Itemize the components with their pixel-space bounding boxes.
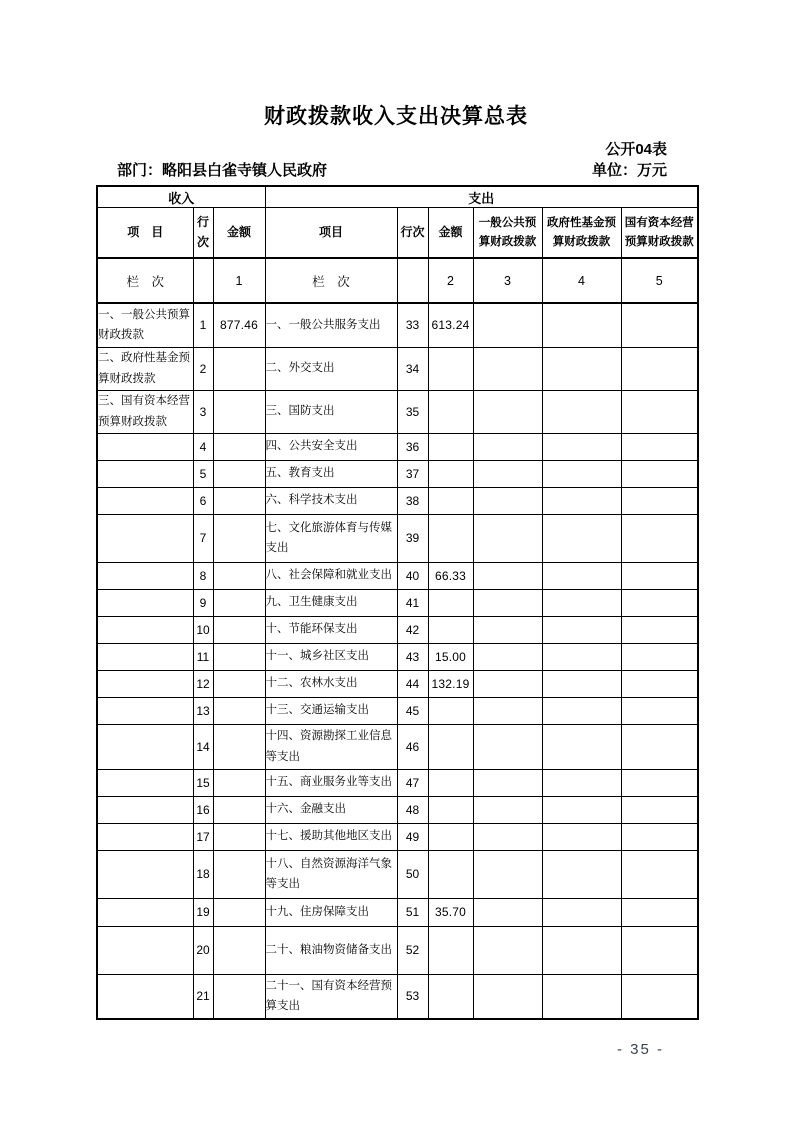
expenditure-row-no-cell: 37: [397, 460, 428, 487]
income-amount-cell: [213, 670, 265, 697]
income-item-cell: [97, 589, 193, 616]
gov-fund-budget-cell: [542, 926, 621, 974]
expenditure-row-no-cell: 35: [397, 390, 428, 433]
state-capital-budget-cell: [621, 487, 698, 514]
expenditure-row-no-cell: 36: [397, 433, 428, 460]
income-section-header: 收入: [97, 186, 265, 208]
income-row-no-cell: 9: [193, 589, 213, 616]
income-row-no-cell: 21: [193, 974, 213, 1019]
expenditure-row-no-cell: 52: [397, 926, 428, 974]
income-amount-cell: [213, 643, 265, 670]
income-amount-cell: [213, 589, 265, 616]
general-public-budget-cell: [473, 796, 542, 823]
state-capital-budget-header: 国有资本经营预算财政拨款: [621, 208, 698, 259]
expenditure-index-label: 栏 次: [265, 258, 397, 303]
general-public-budget-cell: [473, 926, 542, 974]
general-public-budget-cell: [473, 769, 542, 796]
table-row: [97, 697, 698, 724]
expenditure-amount-cell: [428, 697, 473, 724]
income-row-no-cell: 15: [193, 769, 213, 796]
gov-fund-budget-cell: [542, 643, 621, 670]
expenditure-amount-cell: 66.33: [428, 562, 473, 589]
expenditure-amount-cell: [428, 433, 473, 460]
general-public-budget-cell: [473, 303, 542, 347]
expenditure-amount-cell: [428, 724, 473, 769]
expenditure-row-no-cell: 42: [397, 616, 428, 643]
expenditure-item-cell: 五、教育支出: [265, 460, 397, 487]
table-row: [97, 390, 698, 433]
gov-fund-budget-cell: [542, 514, 621, 562]
income-item-cell: [97, 926, 193, 974]
table-row: [97, 724, 698, 769]
expenditure-item-cell: 十、节能环保支出: [265, 616, 397, 643]
income-row-no-cell: 2: [193, 347, 213, 390]
income-item-cell: [97, 643, 193, 670]
expenditure-row-no-cell: 41: [397, 589, 428, 616]
expenditure-row-no-cell: 33: [397, 303, 428, 347]
expenditure-row-no-cell: 39: [397, 514, 428, 562]
unit-label: 单位：万元: [591, 162, 667, 179]
gov-fund-budget-index: 4: [542, 258, 621, 303]
income-amount-cell: [213, 562, 265, 589]
expenditure-amount-cell: [428, 347, 473, 390]
expenditure-row-no-cell: 48: [397, 796, 428, 823]
income-row-no-cell: 1: [193, 303, 213, 347]
general-public-budget-cell: [473, 724, 542, 769]
expenditure-amount-cell: [428, 514, 473, 562]
table-code: 公开04表: [605, 141, 667, 158]
expenditure-row-no-cell: 43: [397, 643, 428, 670]
state-capital-budget-cell: [621, 347, 698, 390]
expenditure-item-cell: 十八、自然资源海洋气象等支出: [265, 850, 397, 898]
expenditure-amount-cell: [428, 796, 473, 823]
expenditure-item-cell: 十七、援助其他地区支出: [265, 823, 397, 850]
income-item-cell: [97, 433, 193, 460]
table-row: [97, 514, 698, 562]
expenditure-item-header: 项目: [265, 208, 397, 259]
gov-fund-budget-cell: [542, 589, 621, 616]
expenditure-row-no-cell: 45: [397, 697, 428, 724]
general-public-budget-cell: [473, 514, 542, 562]
income-row-no-cell: 17: [193, 823, 213, 850]
general-public-budget-cell: [473, 850, 542, 898]
income-row-no-cell: 12: [193, 670, 213, 697]
table-row: [97, 796, 698, 823]
income-amount-header: 金额: [213, 208, 265, 259]
state-capital-budget-cell: [621, 769, 698, 796]
gov-fund-budget-cell: [542, 670, 621, 697]
income-row-no-cell: 6: [193, 487, 213, 514]
income-row-no-cell: 18: [193, 850, 213, 898]
expenditure-item-cell: 十二、农林水支出: [265, 670, 397, 697]
general-public-budget-cell: [473, 562, 542, 589]
income-item-cell: [97, 562, 193, 589]
table-row: [97, 643, 698, 670]
expenditure-row-no-cell: 38: [397, 487, 428, 514]
income-row-no-cell: 14: [193, 724, 213, 769]
expenditure-item-cell: 七、文化旅游体育与传媒支出: [265, 514, 397, 562]
gov-fund-budget-cell: [542, 898, 621, 926]
income-item-cell: [97, 898, 193, 926]
expenditure-item-cell: 十五、商业服务业等支出: [265, 769, 397, 796]
income-item-cell: [97, 487, 193, 514]
state-capital-budget-cell: [621, 562, 698, 589]
table-row: [97, 347, 698, 390]
expenditure-row-no-cell: 40: [397, 562, 428, 589]
general-public-budget-cell: [473, 390, 542, 433]
expenditure-item-cell: 十九、住房保障支出: [265, 898, 397, 926]
general-public-budget-cell: [473, 823, 542, 850]
income-item-cell: [97, 616, 193, 643]
income-amount-cell: 877.46: [213, 303, 265, 347]
table-row: [97, 303, 698, 347]
general-public-budget-cell: [473, 974, 542, 1019]
gov-fund-budget-cell: [542, 850, 621, 898]
expenditure-amount-cell: 15.00: [428, 643, 473, 670]
expenditure-amount-cell: 613.24: [428, 303, 473, 347]
table-row: [97, 823, 698, 850]
expenditure-amount-cell: [428, 926, 473, 974]
expenditure-amount-cell: [428, 769, 473, 796]
fiscal-table: [96, 185, 699, 1020]
expenditure-item-cell: 四、公共安全支出: [265, 433, 397, 460]
table-code-line: [96, 138, 696, 159]
gov-fund-budget-cell: [542, 769, 621, 796]
gov-fund-budget-cell: [542, 303, 621, 347]
expenditure-amount-cell: [428, 460, 473, 487]
expenditure-item-cell: 三、国防支出: [265, 390, 397, 433]
expenditure-amount-cell: [428, 850, 473, 898]
general-public-budget-cell: [473, 616, 542, 643]
expenditure-row-no-cell: 46: [397, 724, 428, 769]
income-row-no-cell: 11: [193, 643, 213, 670]
table-row: [97, 974, 698, 1019]
income-item-cell: [97, 769, 193, 796]
expenditure-item-cell: 二、外交支出: [265, 347, 397, 390]
income-row-no-cell: 19: [193, 898, 213, 926]
table-row: [97, 460, 698, 487]
gov-fund-budget-cell: [542, 823, 621, 850]
expenditure-amount-cell: 132.19: [428, 670, 473, 697]
state-capital-budget-cell: [621, 616, 698, 643]
expenditure-item-cell: 十六、金融支出: [265, 796, 397, 823]
income-item-cell: [97, 697, 193, 724]
income-item-cell: [97, 823, 193, 850]
expenditure-row-no-header: 行次: [397, 208, 428, 259]
expenditure-amount-cell: 35.70: [428, 898, 473, 926]
general-public-budget-cell: [473, 460, 542, 487]
expenditure-item-cell: 一、一般公共服务支出: [265, 303, 397, 347]
state-capital-budget-cell: [621, 589, 698, 616]
income-amount-cell: [213, 487, 265, 514]
state-capital-budget-cell: [621, 514, 698, 562]
income-amount-cell: [213, 514, 265, 562]
income-amount-cell: [213, 697, 265, 724]
expenditure-row-no-cell: 49: [397, 823, 428, 850]
table-row: [97, 562, 698, 589]
income-amount-cell: [213, 898, 265, 926]
income-row-no-index: [193, 258, 213, 303]
section-header-row: [97, 186, 698, 208]
income-amount-cell: [213, 823, 265, 850]
gov-fund-budget-cell: [542, 487, 621, 514]
page-title: 财政拨款收入支出决算总表: [264, 105, 528, 128]
table-row: [97, 670, 698, 697]
income-row-no-cell: 8: [193, 562, 213, 589]
gov-fund-budget-header: 政府性基金预算财政拨款: [542, 208, 621, 259]
state-capital-budget-cell: [621, 796, 698, 823]
general-public-budget-cell: [473, 670, 542, 697]
expenditure-item-cell: 九、卫生健康支出: [265, 589, 397, 616]
expenditure-section-header: 支出: [265, 186, 698, 208]
income-item-cell: [97, 796, 193, 823]
income-row-no-cell: 4: [193, 433, 213, 460]
expenditure-item-cell: 十三、交通运输支出: [265, 697, 397, 724]
state-capital-budget-cell: [621, 390, 698, 433]
gov-fund-budget-cell: [542, 974, 621, 1019]
state-capital-budget-cell: [621, 460, 698, 487]
income-item-cell: 二、政府性基金预算财政拨款: [97, 347, 193, 390]
income-amount-cell: [213, 850, 265, 898]
income-amount-cell: [213, 974, 265, 1019]
state-capital-budget-cell: [621, 850, 698, 898]
state-capital-budget-cell: [621, 670, 698, 697]
income-amount-cell: [213, 796, 265, 823]
income-row-no-header: 行次: [193, 208, 213, 259]
expenditure-amount-index: 2: [428, 258, 473, 303]
gov-fund-budget-cell: [542, 724, 621, 769]
expenditure-amount-cell: [428, 487, 473, 514]
income-amount-cell: [213, 724, 265, 769]
state-capital-budget-cell: [621, 823, 698, 850]
income-item-cell: [97, 514, 193, 562]
general-public-budget-cell: [473, 487, 542, 514]
gov-fund-budget-cell: [542, 460, 621, 487]
expenditure-item-cell: 二十、粮油物资储备支出: [265, 926, 397, 974]
income-amount-index: 1: [213, 258, 265, 303]
income-row-no-cell: 5: [193, 460, 213, 487]
income-amount-cell: [213, 460, 265, 487]
income-item-header: 项 目: [97, 208, 193, 259]
income-amount-cell: [213, 616, 265, 643]
general-public-budget-cell: [473, 643, 542, 670]
income-row-no-cell: 10: [193, 616, 213, 643]
general-public-budget-index: 3: [473, 258, 542, 303]
gov-fund-budget-cell: [542, 796, 621, 823]
income-item-cell: [97, 850, 193, 898]
income-row-no-cell: 3: [193, 390, 213, 433]
expenditure-item-cell: 八、社会保障和就业支出: [265, 562, 397, 589]
expenditure-amount-cell: [428, 390, 473, 433]
income-item-cell: [97, 974, 193, 1019]
income-item-cell: [97, 460, 193, 487]
income-amount-cell: [213, 347, 265, 390]
expenditure-row-no-cell: 50: [397, 850, 428, 898]
state-capital-budget-cell: [621, 697, 698, 724]
state-capital-budget-cell: [621, 926, 698, 974]
gov-fund-budget-cell: [542, 562, 621, 589]
gov-fund-budget-cell: [542, 433, 621, 460]
table-row: [97, 850, 698, 898]
expenditure-row-no-cell: 53: [397, 974, 428, 1019]
income-amount-cell: [213, 926, 265, 974]
income-row-no-cell: 7: [193, 514, 213, 562]
state-capital-budget-cell: [621, 643, 698, 670]
table-row: [97, 616, 698, 643]
general-public-budget-cell: [473, 589, 542, 616]
expenditure-row-no-cell: 47: [397, 769, 428, 796]
expenditure-item-cell: 十一、城乡社区支出: [265, 643, 397, 670]
gov-fund-budget-cell: [542, 616, 621, 643]
general-public-budget-cell: [473, 697, 542, 724]
income-amount-cell: [213, 433, 265, 460]
expenditure-item-cell: 十四、资源勘探工业信息等支出: [265, 724, 397, 769]
income-item-cell: [97, 670, 193, 697]
table-row: [97, 433, 698, 460]
expenditure-row-no-cell: 34: [397, 347, 428, 390]
income-item-cell: [97, 724, 193, 769]
income-row-no-cell: 13: [193, 697, 213, 724]
table-row: [97, 589, 698, 616]
expenditure-amount-cell: [428, 616, 473, 643]
table-row: [97, 487, 698, 514]
state-capital-budget-cell: [621, 303, 698, 347]
table-row: [97, 898, 698, 926]
income-row-no-cell: 20: [193, 926, 213, 974]
table-row: [97, 926, 698, 974]
gov-fund-budget-cell: [542, 697, 621, 724]
state-capital-budget-cell: [621, 724, 698, 769]
expenditure-item-cell: 二十一、国有资本经营预算支出: [265, 974, 397, 1019]
gov-fund-budget-cell: [542, 347, 621, 390]
column-header-row: [97, 208, 698, 259]
table-row: [97, 769, 698, 796]
expenditure-amount-header: 金额: [428, 208, 473, 259]
expenditure-amount-cell: [428, 589, 473, 616]
column-index-row: [97, 258, 698, 303]
expenditure-amount-cell: [428, 974, 473, 1019]
state-capital-budget-cell: [621, 898, 698, 926]
expenditure-amount-cell: [428, 823, 473, 850]
general-public-budget-cell: [473, 898, 542, 926]
gov-fund-budget-cell: [542, 390, 621, 433]
general-public-budget-header: 一般公共预算财政拨款: [473, 208, 542, 259]
department-label: 部门：略阳县白雀寺镇人民政府: [117, 162, 328, 179]
income-row-no-cell: 16: [193, 796, 213, 823]
expenditure-row-no-cell: 44: [397, 670, 428, 697]
expenditure-row-no-index: [397, 258, 428, 303]
state-capital-budget-index: 5: [621, 258, 698, 303]
income-index-label: 栏 次: [97, 258, 193, 303]
expenditure-row-no-cell: 51: [397, 898, 428, 926]
page-number: - 35 -: [616, 1041, 664, 1058]
general-public-budget-cell: [473, 433, 542, 460]
general-public-budget-cell: [473, 347, 542, 390]
state-capital-budget-cell: [621, 433, 698, 460]
table-body: [97, 303, 698, 1019]
income-amount-cell: [213, 390, 265, 433]
expenditure-item-cell: 六、科学技术支出: [265, 487, 397, 514]
income-item-cell: 三、国有资本经营预算财政拨款: [97, 390, 193, 433]
meta-line: [96, 159, 696, 180]
income-item-cell: 一、一般公共预算财政拨款: [97, 303, 193, 347]
income-amount-cell: [213, 769, 265, 796]
state-capital-budget-cell: [621, 974, 698, 1019]
